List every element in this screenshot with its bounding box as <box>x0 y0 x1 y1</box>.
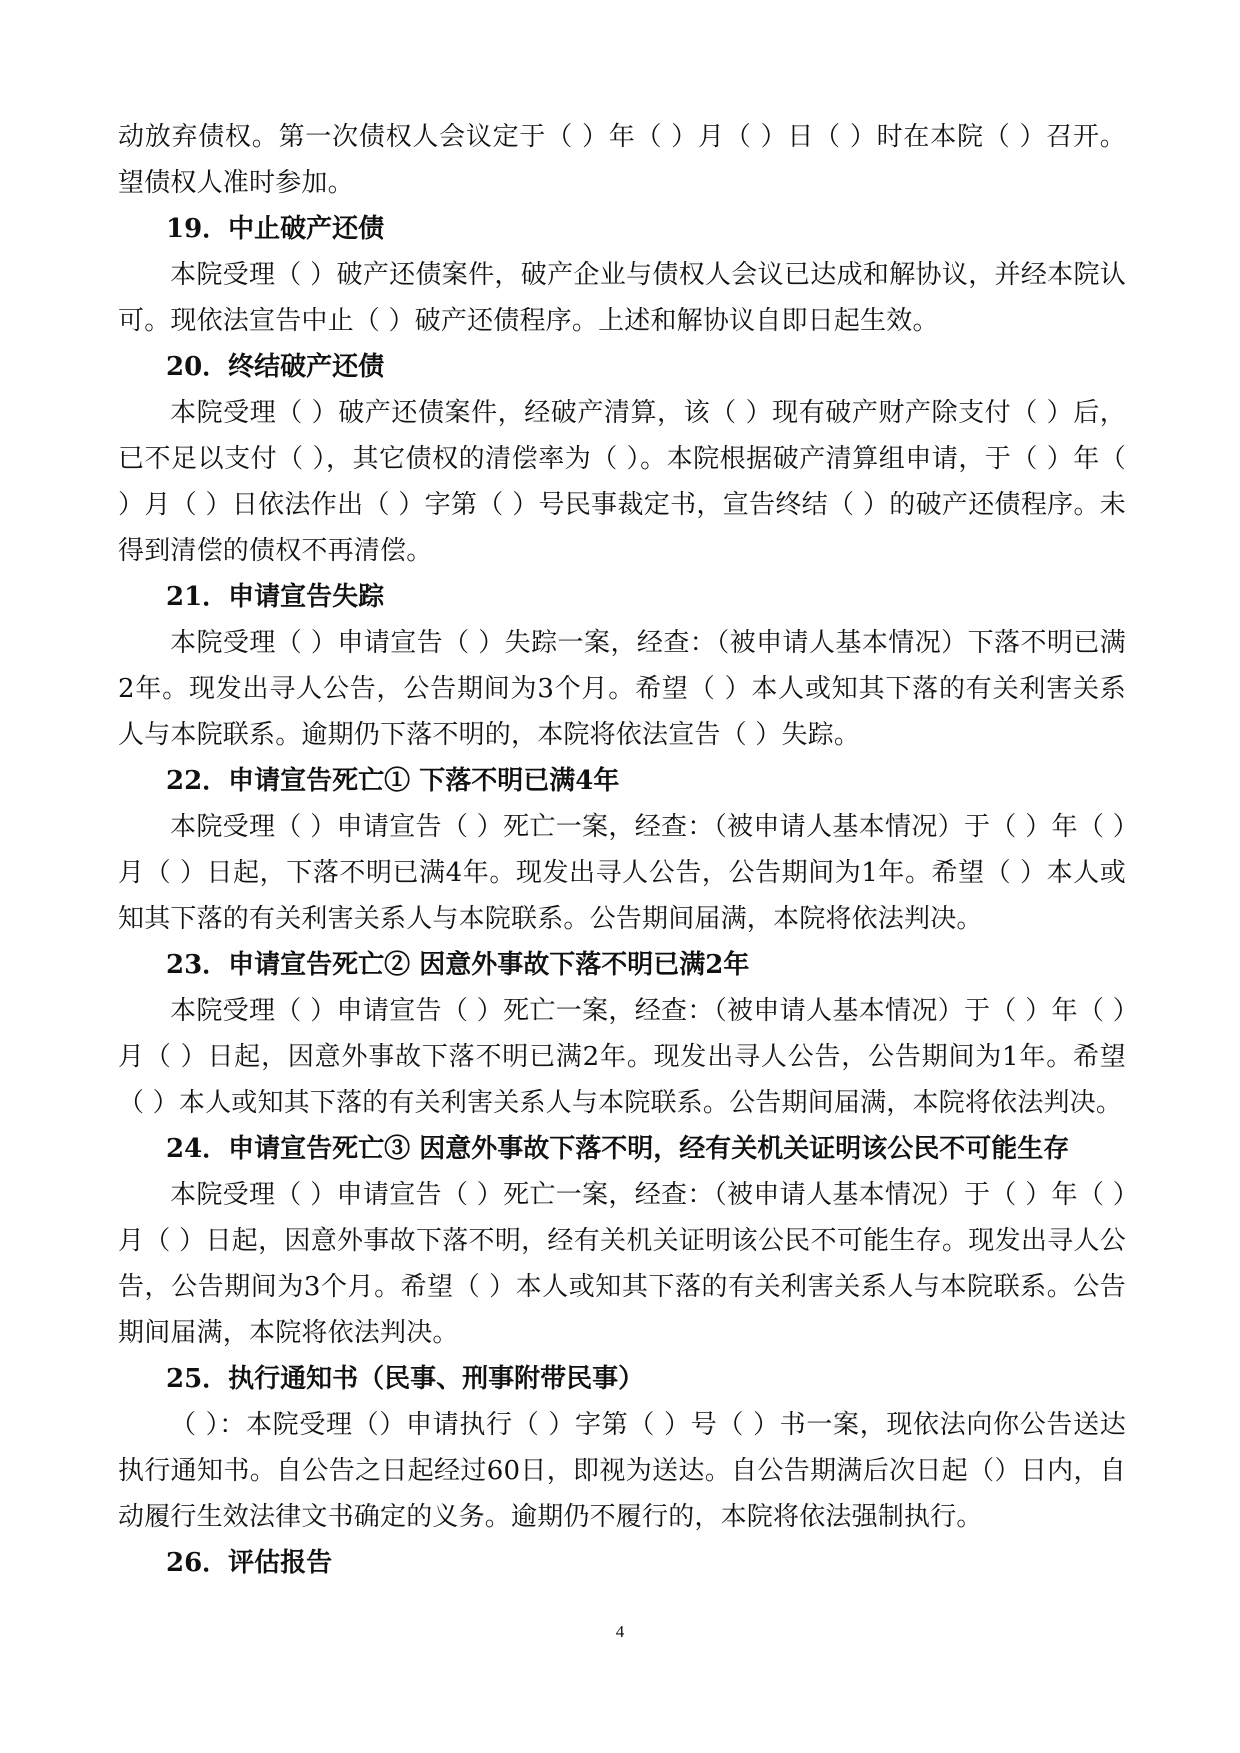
paragraph-24: 本院受理（ ）申请宣告（ ）死亡一案，经查：（被申请人基本情况）于（ ）年（ ）月（ ）日起，因意外事故下落不明，经有关机关证明该公民不可能生存。现发出寻人公告，公告期间为3个月。希望（ ）本人或知其下落的有关利害关系人与本院联系。公告期间届满，本院将依法判决。 <box>118 1180 1126 1348</box>
heading-20: 20．终结破产还债 <box>166 352 385 382</box>
paragraph-20: 本院受理（ ）破产还债案件，经破产清算，该（ ）现有破产财产除支付（ ）后，已不足以支付（ ），其它债权的清偿率为（ ）。本院根据破产清算组申请，于（ ）年（ ）月（ ）日依法作出（ ）字第（ ）号民事裁定书，宣告终结（ ）的破产还债程序。未得到清偿的债权不再清偿。 <box>118 398 1126 566</box>
page-number: 4 <box>615 1622 625 1641</box>
heading-25: 25．执行通知书（民事、刑事附带民事） <box>166 1364 645 1394</box>
continuation-paragraph: 动放弃债权。第一次债权人会议定于（ ）年（ ）月（ ）日（ ）时在本院（ ）召开。望债权人准时参加。 <box>118 122 1126 198</box>
paragraph-25: （ ）：本院受理（）申请执行（ ）字第（ ）号（ ）书一案，现依法向你公告送达执行通知书。自公告之日起经过60日，即视为送达。自公告期满后次日起（）日内，自动履行生效法律文书确定的义务。逾期仍不履行的，本院将依法强制执行。 <box>118 1410 1126 1532</box>
heading-21: 21．申请宣告失踪 <box>166 582 385 612</box>
heading-19: 19．中止破产还债 <box>166 214 385 244</box>
document-body <box>118 114 1126 1586</box>
heading-23: 23．申请宣告死亡② 因意外事故下落不明已满2年 <box>166 950 750 980</box>
paragraph-19: 本院受理（ ）破产还债案件，破产企业与债权人会议已达成和解协议，并经本院认可。现依法宣告中止（ ）破产还债程序。上述和解协议自即日起生效。 <box>118 260 1126 336</box>
paragraph-23: 本院受理（ ）申请宣告（ ）死亡一案，经查：（被申请人基本情况）于（ ）年（ ）月（ ）日起，因意外事故下落不明已满2年。现发出寻人公告，公告期间为1年。希望（ ）本人或知其下落的有关利害关系人与本院联系。公告期间届满，本院将依法判决。 <box>118 996 1126 1118</box>
heading-26: 26．评估报告 <box>166 1548 333 1578</box>
heading-22: 22．申请宣告死亡① 下落不明已满4年 <box>166 766 620 796</box>
heading-24: 24．申请宣告死亡③ 因意外事故下落不明，经有关机关证明该公民不可能生存 <box>166 1134 1070 1164</box>
paragraph-22: 本院受理（ ）申请宣告（ ）死亡一案，经查：（被申请人基本情况）于（ ）年（ ）月（ ）日起，下落不明已满4年。现发出寻人公告，公告期间为1年。希望（ ）本人或知其下落的有关利害关系人与本院联系。公告期间届满，本院将依法判决。 <box>118 812 1126 934</box>
paragraph-21: 本院受理（ ）申请宣告（ ）失踪一案，经查：（被申请人基本情况）下落不明已满2年。现发出寻人公告，公告期间为3个月。希望（ ）本人或知其下落的有关利害关系人与本院联系。逾期仍下落不明的，本院将依法宣告（ ）失踪。 <box>118 628 1126 750</box>
